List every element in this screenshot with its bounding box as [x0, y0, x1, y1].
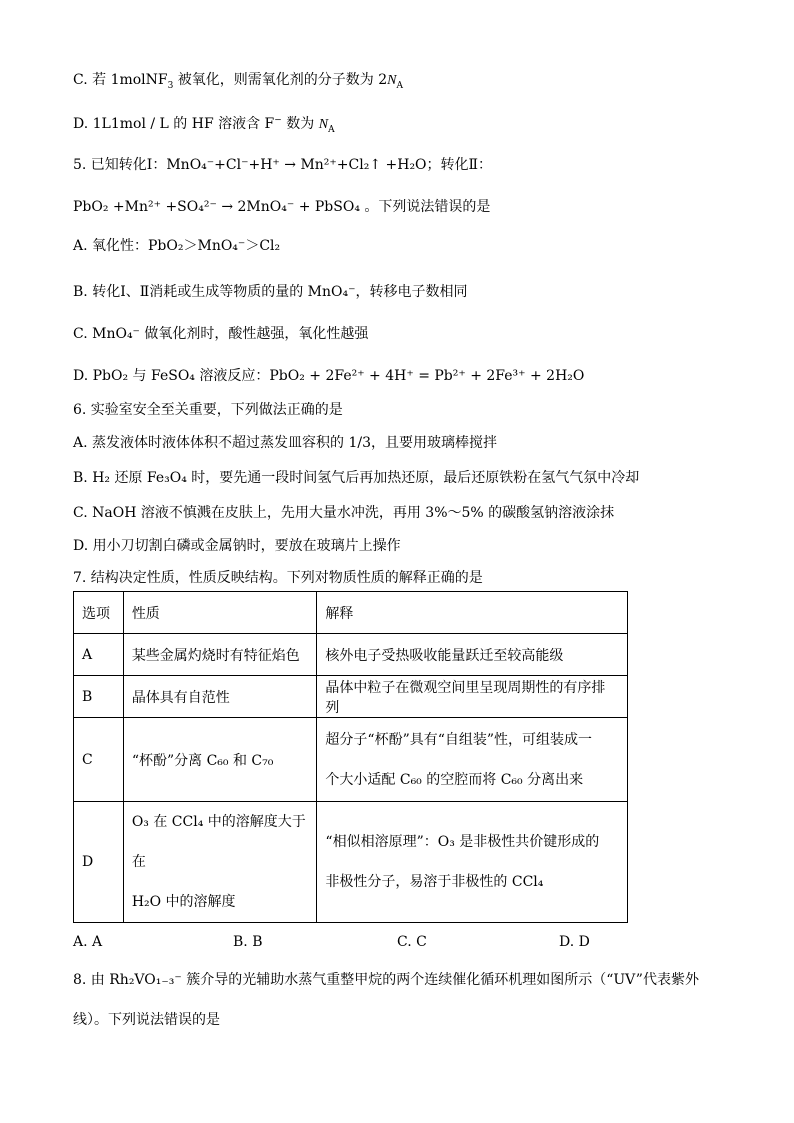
- q5-stem-line-1: 5. 已知转化Ⅰ：MnO₄⁻+Cl⁻+H⁺ → Mn²⁺+Cl₂↑ +H₂O；转化Ⅱ：: [73, 157, 493, 173]
- q7-table: [73, 591, 628, 923]
- q6-option-d: D. 用小刀切割白磷或金属钠时，要放在玻璃片上操作: [73, 538, 401, 554]
- cell-explanation: 晶体中粒子在微观空间里呈现周期性的有序排列: [317, 676, 628, 718]
- cell-explanation: 核外电子受热吸收能量跃迁至较高能级: [317, 634, 628, 676]
- table-row: [74, 634, 628, 676]
- q5-stem-line-2: PbO₂ +Mn²⁺ +SO₄²⁻ → 2MnO₄⁻ + PbSO₄ 。下列说法错误的是: [73, 199, 491, 215]
- q7-option-c: C. C: [397, 934, 427, 950]
- q6-option-c: C. NaOH 溶液不慎溅在皮肤上，先用大量水冲洗，再用 3%～5% 的碳酸氢钠溶液涂抹: [73, 505, 615, 521]
- cell-property-line: O₃ 在 CCl₄ 中的溶解度大于在: [131, 814, 306, 870]
- header-cell-option: 选项: [74, 592, 124, 634]
- cell-explanation-line: 个大小适配 C₆₀ 的空腔而将 C₆₀ 分离出来: [325, 771, 584, 788]
- cell-property: 晶体具有自范性: [123, 676, 317, 718]
- cell-option: A: [74, 634, 124, 676]
- cell-option: C: [74, 718, 124, 802]
- q6-option-a: A. 蒸发液体时液体体积不超过蒸发皿容积的 1/3，且要用玻璃棒搅拌: [73, 435, 497, 451]
- cell-explanation-line: 超分子“杯酚”具有“自组装”性，可组装成一: [325, 731, 593, 748]
- header-cell-property: 性质: [123, 592, 317, 634]
- cell-property: [123, 802, 317, 923]
- q5-option-a: A. 氧化性：PbO₂＞MnO₄⁻＞Cl₂: [73, 238, 281, 254]
- table-row: [74, 676, 628, 718]
- cell-explanation: [317, 718, 628, 802]
- cell-explanation-line: 非极性分子，易溶于非极性的 CCl₄: [325, 874, 544, 890]
- q5-option-b: B. 转化Ⅰ、Ⅱ消耗或生成等物质的量的 MnO₄⁻，转移电子数相同: [73, 284, 468, 300]
- q6-option-b: B. H₂ 还原 Fe₃O₄ 时，要先通一段时间氢气后再加热还原，最后还原铁粉在氢气气氛中冷却: [73, 470, 640, 486]
- cell-option: B: [74, 676, 124, 718]
- table-row: [74, 802, 628, 923]
- table-row: [74, 718, 628, 802]
- q7-option-a: A. A: [73, 934, 103, 950]
- q7-stem: 7. 结构决定性质，性质反映结构。下列对物质性质的解释正确的是: [73, 570, 483, 586]
- cell-explanation-line: “相似相溶原理”：O₃ 是非极性共价键形成的: [325, 834, 600, 850]
- q4-option-d: D. 1L1mol / L 的 HF 溶液含 F− 数为 $N_A$: [73, 115, 335, 135]
- q6-stem: 6. 实验室安全至关重要，下列做法正确的是: [73, 402, 343, 418]
- q4-option-c: C. 若 1molNF$_3$ 被氧化，则需氧化剂的分子数为 $2N_A$: [73, 72, 404, 91]
- q8-stem-line-2: 线）。下列说法错误的是: [73, 1012, 220, 1028]
- header-cell-explanation: 解释: [317, 592, 628, 634]
- cell-option: D: [74, 802, 124, 923]
- q8-stem-line-1: 8. 由 Rh₂VO₁₋₃⁻ 簇介导的光辅助水蒸气重整甲烷的两个连续催化循环机理如图所示（“UV”代表紫外: [73, 972, 699, 988]
- q5-option-d: D. PbO₂ 与 FeSO₄ 溶液反应：PbO₂ + 2Fe²⁺ + 4H⁺ = Pb²⁺ + 2Fe³⁺ + 2H₂O: [73, 368, 585, 384]
- q7-option-b: B. B: [233, 934, 263, 950]
- cell-property-line: H₂O 中的溶解度: [131, 894, 236, 910]
- q7-option-d: D. D: [559, 934, 590, 950]
- cell-property: “杯酚”分离 C₆₀ 和 C₇₀: [123, 718, 317, 802]
- q5-option-c: C. MnO₄⁻ 做氧化剂时，酸性越强，氧化性越强: [73, 326, 369, 342]
- table-header-row: [74, 592, 628, 634]
- q7-options: [73, 934, 633, 954]
- cell-property: 某些金属灼烧时有特征焰色: [123, 634, 317, 676]
- cell-explanation: [317, 802, 628, 923]
